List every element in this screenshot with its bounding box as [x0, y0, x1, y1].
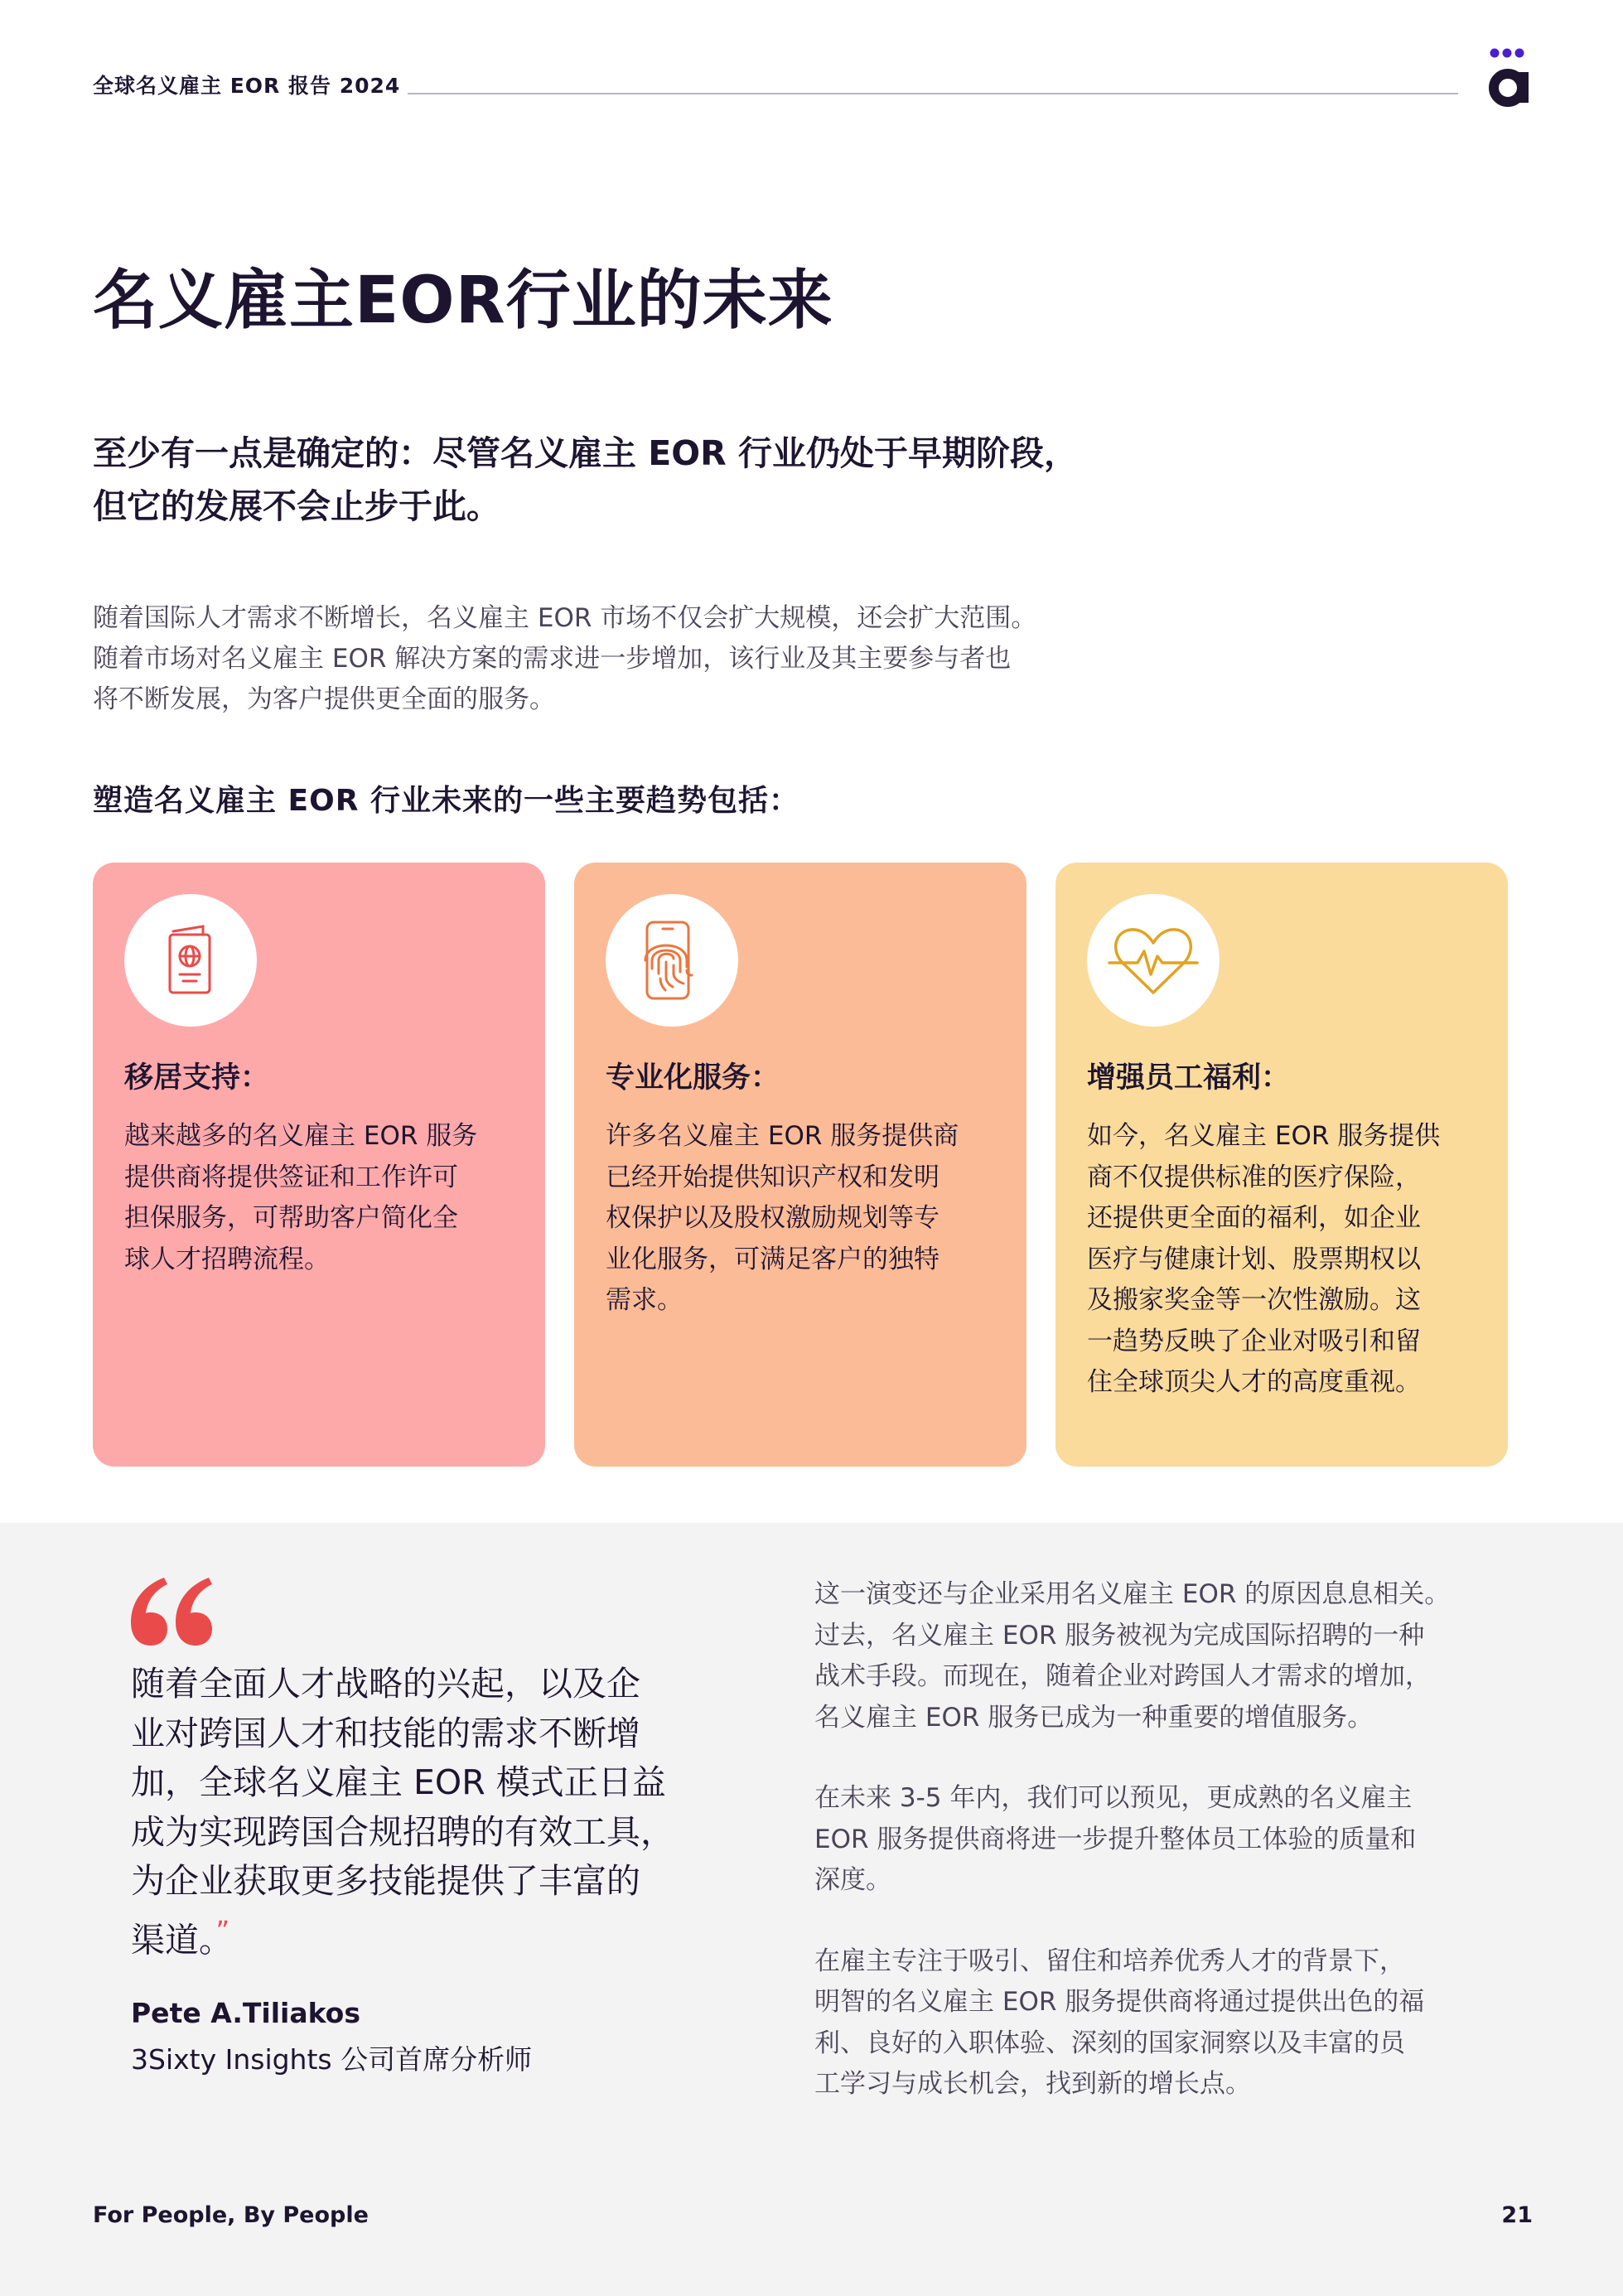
- quote-author: Pete A.Tiliakos: [131, 1997, 360, 2029]
- card-line: 商不仅提供标准的医疗保险，: [1087, 1162, 1421, 1192]
- quote-line: 为企业获取更多技能提供了丰富的: [131, 1861, 640, 1901]
- page-number: 21: [1501, 2202, 1533, 2228]
- quote-line: 渠道。: [131, 1920, 216, 1960]
- lead-statement: [93, 427, 1253, 533]
- card-line: 还提供更全面的福利，如企业: [1087, 1203, 1421, 1233]
- card-title: 增强员工福利：: [1087, 1061, 1291, 1095]
- card-line: 提供商将提供签证和工作许可: [124, 1162, 458, 1192]
- lead-line: 至少有一点是确定的：尽管名义雇主 EOR 行业仍处于早期阶段，: [93, 433, 1078, 473]
- close-quote-mark: ”: [215, 1914, 230, 1946]
- paragraph: [814, 1941, 1535, 2105]
- card-line: 需求。: [606, 1285, 683, 1315]
- card-body: [1087, 1116, 1476, 1404]
- card-line: 权保护以及股权激励规划等专: [606, 1203, 940, 1233]
- footer-tagline: For People, By People: [93, 2202, 369, 2228]
- card-line: 业化服务，可满足客户的独特: [606, 1244, 940, 1274]
- right-column-text: [814, 1574, 1535, 2145]
- paragraph-line: 工学习与成长机会，找到新的增长点。: [814, 2069, 1251, 2099]
- page-title: 名义雇主EOR行业的未来: [93, 263, 833, 338]
- card-line: 医疗与健康计划、股票期权以: [1087, 1244, 1421, 1274]
- fingerprint-phone-icon: [640, 919, 703, 1002]
- trends-heading: 塑造名义雇主 EOR 行业未来的一些主要趋势包括：: [93, 784, 799, 818]
- paragraph-line: 利、良好的入职体验、深刻的国家洞察以及丰富的员: [814, 2028, 1405, 2058]
- card-line: 许多名义雇主 EOR 服务提供商: [606, 1121, 959, 1151]
- trend-card-employee-benefits: [1055, 863, 1508, 1467]
- paragraph-line: 战术手段。而现在，随着企业对跨国人才需求的增加，: [814, 1661, 1431, 1691]
- lead-line: 但它的发展不会止步于此。: [93, 486, 500, 526]
- paragraph-line: 在雇主专注于吸引、留住和培养优秀人才的背景下，: [814, 1946, 1405, 1976]
- card-line: 球人才招聘流程。: [124, 1244, 330, 1274]
- card-line: 及搬家奖金等一次性激励。这: [1087, 1285, 1421, 1315]
- paragraph-line: 明智的名义雇主 EOR 服务提供商将通过提供出色的福: [814, 1987, 1425, 2017]
- passport-icon: [162, 925, 220, 996]
- quote-author-role: 3Sixty Insights 公司首席分析师: [131, 2043, 533, 2076]
- paragraph-line: 过去，名义雇主 EOR 服务被视为完成国际招聘的一种: [814, 1620, 1425, 1651]
- card-icon-circle: [124, 894, 257, 1027]
- card-body: [606, 1116, 995, 1322]
- paragraph: [814, 1574, 1535, 1738]
- report-title: 全球名义雇主 EOR 报告 2024: [93, 74, 401, 98]
- trend-card-relocation: [93, 863, 545, 1467]
- paragraph-line: 深度。: [814, 1865, 891, 1895]
- paragraph-line: 名义雇主 EOR 服务已成为一种重要的增值服务。: [814, 1702, 1374, 1733]
- trend-card-specialized-services: [574, 863, 1026, 1467]
- card-title: 移居支持：: [124, 1061, 270, 1095]
- intro-line: 随着国际人才需求不断增长，名义雇主 EOR 市场不仅会扩大规模，还会扩大范围。: [93, 603, 1037, 633]
- card-line: 一趋势反映了企业对吸引和留: [1087, 1326, 1421, 1356]
- paragraph-line: EOR 服务提供商将进一步提升整体员工体验的质量和: [814, 1824, 1417, 1854]
- quote-line: 随着全面人才战略的兴起，以及企: [131, 1664, 640, 1704]
- intro-line: 随着市场对名义雇主 EOR 解决方案的需求进一步增加，该行业及其主要参与者也: [93, 644, 1012, 674]
- card-line: 担保服务，可帮助客户简化全: [124, 1203, 458, 1233]
- card-icon-circle: [606, 894, 738, 1027]
- card-line: 住全球顶尖人才的高度重视。: [1087, 1367, 1421, 1397]
- brand-logo-icon: [1488, 46, 1534, 109]
- paragraph-line: 这一演变还与企业采用名义雇主 EOR 的原因息息相关。: [814, 1579, 1451, 1609]
- intro-line: 将不断发展，为客户提供更全面的服务。: [93, 684, 555, 714]
- heart-pulse-icon: [1108, 923, 1199, 998]
- card-line: 越来越多的名义雇主 EOR 服务: [124, 1121, 478, 1151]
- paragraph-line: 在未来 3-5 年内，我们可以预见，更成熟的名义雇主: [814, 1783, 1413, 1813]
- card-title: 专业化服务：: [606, 1061, 780, 1095]
- quote-line: 成为实现跨国合规招聘的有效工具，: [131, 1811, 674, 1852]
- card-line: 已经开始提供知识产权和发明: [606, 1162, 940, 1192]
- quote-line: 加，全球名义雇主 EOR 模式正日益: [131, 1762, 666, 1802]
- open-quote-icon: [128, 1574, 214, 1649]
- card-icon-circle: [1087, 894, 1220, 1027]
- paragraph: [814, 1778, 1535, 1902]
- card-body: [124, 1116, 514, 1280]
- pull-quote: [131, 1660, 727, 1965]
- intro-paragraph: [93, 598, 1170, 720]
- card-line: 如今，名义雇主 EOR 服务提供: [1087, 1121, 1441, 1151]
- quote-line: 业对跨国人才和技能的需求不断增: [131, 1713, 640, 1753]
- header-divider: [408, 93, 1458, 94]
